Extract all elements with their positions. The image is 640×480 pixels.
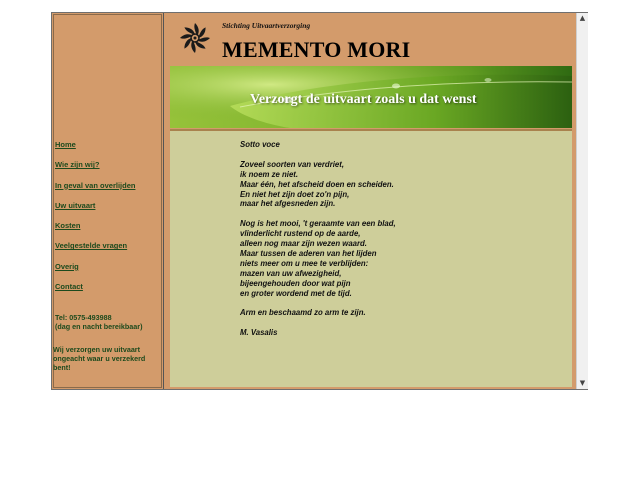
nav-link-kosten[interactable]: Kosten bbox=[55, 221, 81, 231]
sidebar-slogan: Wij verzorgen uw uitvaart ongeacht waar u verzekerd bent! bbox=[53, 345, 146, 372]
poem-stanza-2: Nog is het mooi, 't geraamte van een blad, vlinderlicht rustend op de aarde, alleen nog maar zijn wezen waard. Maar tussen de aderen van het lijden niets meer om u mee te verblijden: mazen van uw afwezigheid, bijeengehouden door wat pijn en groter wordend met de tijd. bbox=[240, 219, 396, 298]
page-frame bbox=[51, 12, 588, 390]
nav-link-veelgestelde-vragen[interactable]: Veelgestelde vragen bbox=[55, 241, 128, 251]
poem-title: Sotto voce bbox=[240, 140, 280, 149]
banner-tagline: Verzorgt de uitvaart zoals u dat wenst bbox=[250, 92, 477, 107]
vertical-scrollbar[interactable] bbox=[576, 13, 588, 389]
org-name: Stichting Uitvaartverzorging bbox=[222, 21, 311, 30]
nav-link-overig[interactable]: Overig bbox=[55, 261, 79, 271]
phone-hours: (dag en nacht bereikbaar) bbox=[55, 322, 143, 331]
logo-icon bbox=[178, 21, 212, 55]
poem bbox=[240, 140, 560, 348]
scroll-up-arrow-icon[interactable]: ▲ bbox=[579, 14, 586, 22]
sidebar-nav bbox=[55, 141, 160, 303]
phone-info bbox=[55, 313, 142, 331]
poem-stanza-1: Zoveel soorten van verdriet, ik noem ze niet. Maar één, het afscheid doen en scheiden. En niet het zijn doet zo'n pijn, maar het afgesneden zijn. bbox=[240, 159, 394, 209]
main-area bbox=[164, 13, 575, 389]
nav-link-wie-zijn-wij[interactable]: Wie zijn wij? bbox=[55, 160, 100, 170]
nav-link-uw-uitvaart[interactable]: Uw uitvaart bbox=[55, 200, 96, 210]
banner-image bbox=[170, 66, 572, 128]
scroll-down-arrow-icon[interactable]: ▼ bbox=[579, 379, 586, 387]
nav-link-contact[interactable]: Contact bbox=[55, 282, 83, 292]
phone-number: Tel: 0575-493988 bbox=[55, 313, 112, 322]
content-panel bbox=[170, 129, 572, 387]
nav-link-home[interactable]: Home bbox=[55, 140, 76, 149]
site-title: MEMENTO MORI bbox=[222, 37, 411, 62]
poem-author: M. Vasalis bbox=[240, 328, 278, 338]
poem-stanza-3: Arm en beschaamd zo arm te zijn. bbox=[240, 308, 366, 318]
nav-link-in-geval-van-overlijden[interactable]: In geval van overlijden bbox=[55, 180, 136, 190]
sidebar bbox=[52, 13, 164, 389]
